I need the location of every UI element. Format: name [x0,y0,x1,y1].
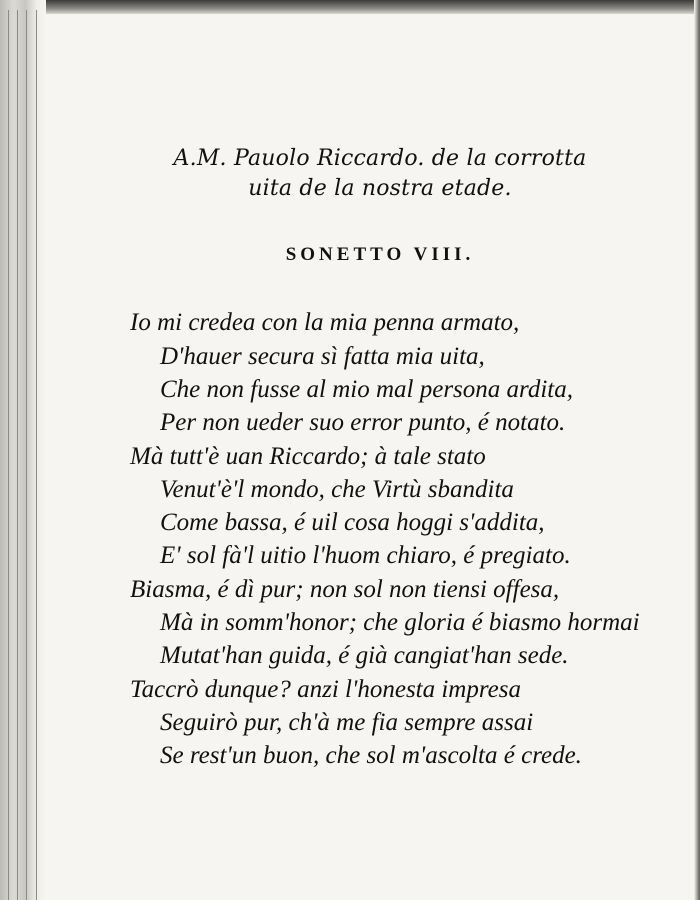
verse-line: Venut'è'l mondo, che Virtù sbandita [160,476,514,503]
page-edge-line [8,10,9,900]
page-edge-line [17,10,18,900]
verse-line: Se rest'un buon, che sol m'ascolta é crede. [160,742,582,769]
page-top-shadow [0,0,700,14]
verse-line: Per non ueder suo error punto, é notato. [160,409,566,436]
verse-line: Mà tutt'è uan Riccardo; à tale stato [130,443,486,470]
verse-line: D'hauer secura sì fatta mia uita, [160,343,485,370]
page-edge-line [36,10,37,900]
verse-line: Mà in somm'honor; che gloria é biasmo hormai [160,609,640,636]
verse-line: Seguirò pur, ch'à me fia sempre assai [160,709,534,736]
book-gutter [0,0,46,900]
verse-line: Taccrò dunque? anzi l'honesta impresa [130,676,521,703]
verse-line: Biasma, é dì pur; non sol non tiensi offesa, [130,576,560,603]
verse-line: E' sol fà'l uitio l'huom chiaro, é pregiato. [160,542,571,569]
dedication-title-line-2: uita de la nostra etade. [248,176,512,201]
verse-line: Io mi credea con la mia penna armato, [130,309,520,336]
verse-line: Come bassa, é uil cosa hoggi s'addita, [160,509,545,536]
verse-line: Che non fusse al mio mal persona ardita, [160,376,573,403]
sonnet-heading: SONETTO VIII. [285,244,475,265]
verse-line: Mutat'han guida, é già cangiat'han sede. [160,642,569,669]
page-edge-line [26,10,27,900]
page-right-shadow [694,0,700,900]
dedication-title-line-1: A.M. Pauolo Riccardo. de la corrotta [173,146,587,171]
